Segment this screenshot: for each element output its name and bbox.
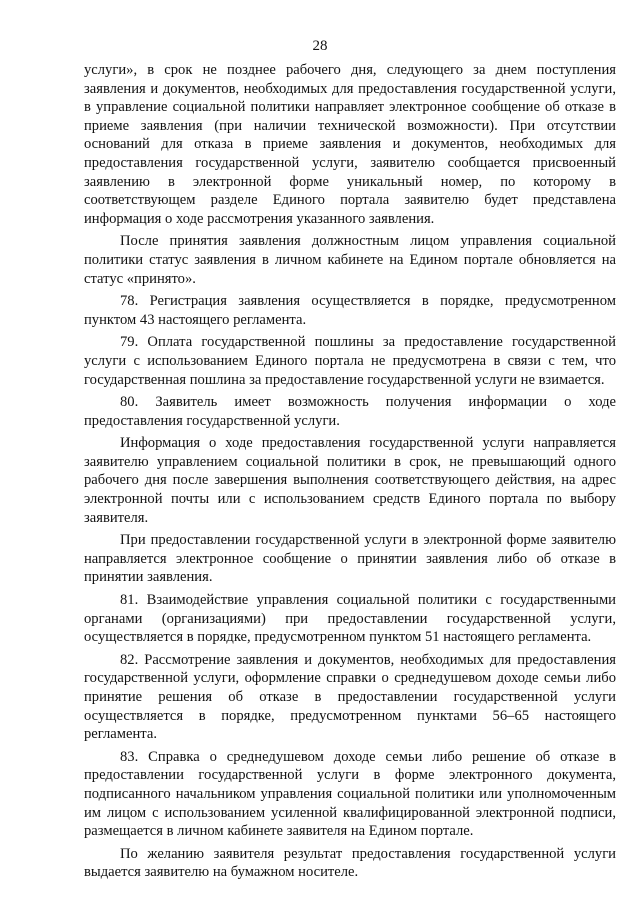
paragraph-status-update: После принятия заявления должностным лицом управления социальной политики статус заявления в личном кабинете на Едином портале обновляется на статус «принято». xyxy=(84,233,616,287)
paragraph-82: 82. Рассмотрение заявления и документов, необходимых для предоставления государственной услуги, оформление справки о среднедушевом доходе семьи либо принятие решения об отказе в предоставлении государственной услуги осуществляется в порядке, предусмотренном пунктами 56–65 настоящего регламента. xyxy=(84,651,616,743)
paragraph-continuation: услуги», в срок не позднее рабочего дня, следующего за днем поступления заявления и документов, необходимых для предоставления государственной услуги, в управление социальной политики направляет электронное сообщение об отказе в приеме заявления (при наличии технической возможности). При отсутствии оснований для отказа в приеме заявления и документов, необходимых для предоставления государственной услуги, заявителю сообщается присвоенный заявлению в электронной форме уникальный номер, по которому в соответствующем разделе Единого портала заявителю будет представлена информация о ходе рассмотрения указанного заявления. xyxy=(84,62,616,227)
paragraph-80: 80. Заявитель имеет возможность получения информации о ходе предоставления государственной услуги. xyxy=(84,394,616,429)
paragraph-79: 79. Оплата государственной пошлины за предоставление государственной услуги с использованием Единого портала не предусмотрена в связи с тем, что государственная пошлина за предоставление государственной услуги не взимается. xyxy=(84,334,616,388)
paragraph-78: 78. Регистрация заявления осуществляется в порядке, предусмотренном пунктом 43 настоящего регламента. xyxy=(84,293,616,328)
document-body xyxy=(84,61,616,886)
paragraph-paper-copy: По желанию заявителя результат предоставления государственной услуги выдается заявителю на бумажном носителе. xyxy=(84,845,616,881)
paragraph-electronic-message: При предоставлении государственной услуги в электронной форме заявителю направляется электронное сообщение о принятии заявления либо об отказе в принятии заявления. xyxy=(84,532,616,586)
page-number: 28 xyxy=(312,38,328,54)
paragraph-81: 81. Взаимодействие управления социальной политики с государственными органами (организациями) при предоставлении государственной услуги, осуществляется в порядке, предусмотренном пунктом 51 настоящего регламента. xyxy=(84,592,616,646)
paragraph-83: 83. Справка о среднедушевом доходе семьи либо решение об отказе в предоставлении государственной услуги в форме электронного документа, подписанного начальником управления социальной политики или уполномоченным им лицом с использованием усиленной квалифицированной электронной подписи, размещается в личном кабинете заявителя на Едином портале. xyxy=(84,748,616,840)
paragraph-progress-info: Информация о ходе предоставления государственной услуги направляется заявителю управлением социальной политики в срок, не превышающий одного рабочего дня после завершения выполнения соответствующего действия, на адрес электронной почты или с использованием средств Единого портала по выбору заявителя. xyxy=(84,435,616,526)
